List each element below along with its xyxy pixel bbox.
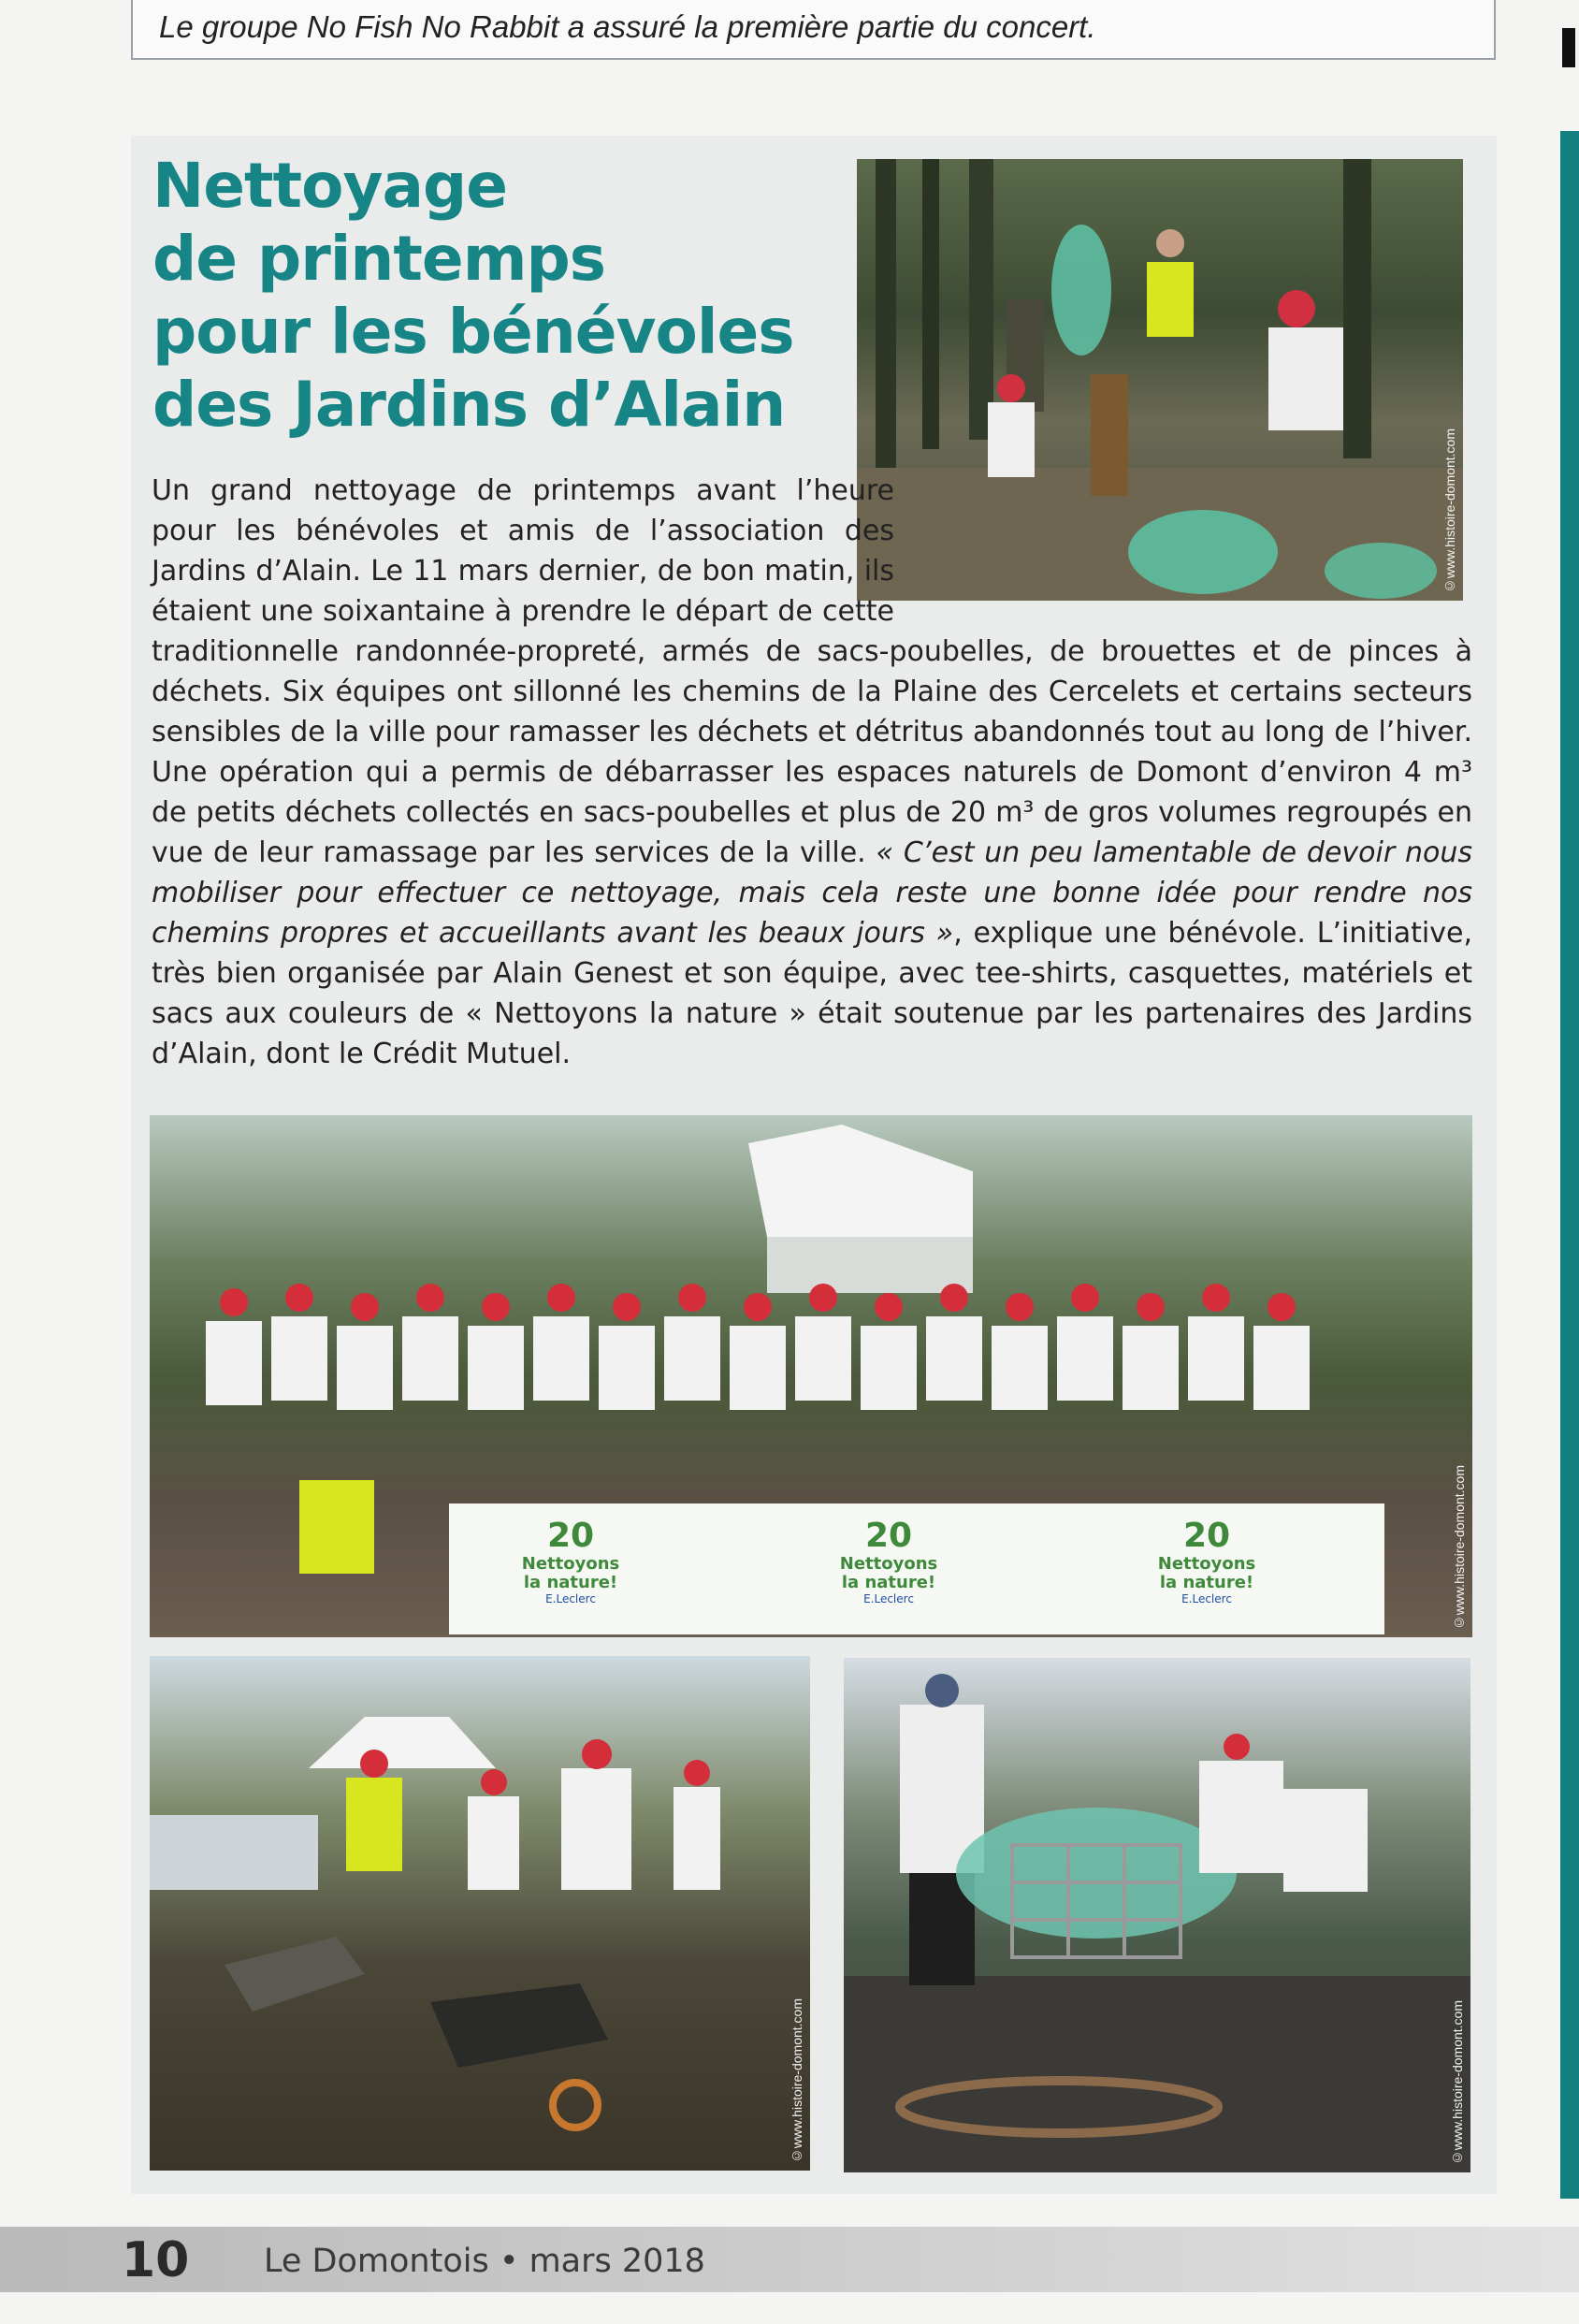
article-title: [152, 150, 863, 442]
logo-brand: E.Leclerc: [545, 1592, 596, 1605]
photo-credit: ©www.histoire-domont.com: [1442, 428, 1457, 593]
publication-info: Le Domontois • mars 2018: [264, 2243, 705, 2280]
photo-illustration: [150, 1656, 810, 2171]
banner-logo: [496, 1517, 645, 1620]
logo-slogan: Nettoyons: [1157, 1554, 1256, 1574]
previous-article-caption-box: [131, 0, 1496, 60]
body-quote: « C’est un peu lamentable de devoir nous mobiliser pour effectuer ce nettoyage, mais cela reste une bonne idée pour rendre nos chemins propres et accueillants avant les beaux jours »: [152, 836, 1472, 950]
logo-slogan: la nature!: [523, 1573, 618, 1592]
logo-slogan: Nettoyons: [839, 1554, 938, 1574]
body-text-part: Un grand nettoyage de printemps avant l’heure pour les bénévoles et amis de l’association des Jardins d’Alain. Le 11 mars dernier, de bon matin, ils étaient une soixantaine à prendre le départ de cette traditionnelle randonnée-propreté, armés de sacs-poubelles, de brouettes et de pinces à déchets. Six équipes ont sillonné les chemins de la Plaine des Cercelets et certains secteurs sensibles de la ville pour ramasser les déchets et détritus abandonnés tout au long de l’hiver. Une opération qui a permis de débarrasser les espaces naturels de Domont d’environ 4 m³ de petits déchets collectés en sacs-poubelles et plus de 20 m³ de gros volumes regroupés en vue de leur ramassage par les services de la ville.: [152, 474, 1472, 869]
page-edge-mark: [1562, 28, 1575, 67]
logo-slogan: Nettoyons: [521, 1554, 620, 1574]
text-wrap-space: [913, 471, 1472, 632]
title-line: de printemps: [152, 223, 605, 295]
logo-brand: E.Leclerc: [863, 1592, 914, 1605]
photo-wheelbarrows: [150, 1656, 810, 2171]
photo-credit: ©www.histoire-domont.com: [1452, 1464, 1467, 1630]
article-body: [152, 471, 1472, 1074]
page-edge-accent-bar: [1560, 131, 1579, 2199]
logo-number: 20: [864, 1517, 913, 1555]
logo-number: 20: [1182, 1517, 1231, 1555]
title-line: Nettoyage: [152, 150, 508, 222]
photo-volunteer-group: [150, 1115, 1472, 1637]
photo-credit: ©www.histoire-domont.com: [790, 1997, 804, 2163]
photo-credit: ©www.histoire-domont.com: [1450, 1999, 1465, 2165]
title-line: des Jardins d’Alain: [152, 369, 786, 441]
banner-logo: [814, 1517, 963, 1620]
banner-logo: [1132, 1517, 1282, 1620]
caption-text: Le groupe No Fish No Rabbit a assuré la première partie du concert.: [159, 9, 1096, 44]
title-line: pour les bénévoles: [152, 296, 794, 368]
logo-slogan: la nature!: [841, 1573, 936, 1592]
body-text-part: , explique une bénévole. L’initiative, très bien organisée par Alain Genest et son équipe, avec tee-shirts, casquettes, matériels et sacs aux couleurs de « Nettoyons la nature » était soutenue par les partenaires des Jardins d’Alain, dont le Crédit Mutuel.: [152, 917, 1472, 1070]
nettoyons-la-nature-banner: [449, 1503, 1384, 1634]
logo-slogan: la nature!: [1159, 1573, 1254, 1592]
photo-collected-scrap: [844, 1658, 1470, 2172]
logo-number: 20: [546, 1517, 595, 1555]
logo-brand: E.Leclerc: [1181, 1592, 1232, 1605]
page-footer: [0, 2227, 1579, 2292]
photo-illustration: [844, 1658, 1470, 2172]
page-number: 10: [122, 2232, 190, 2288]
